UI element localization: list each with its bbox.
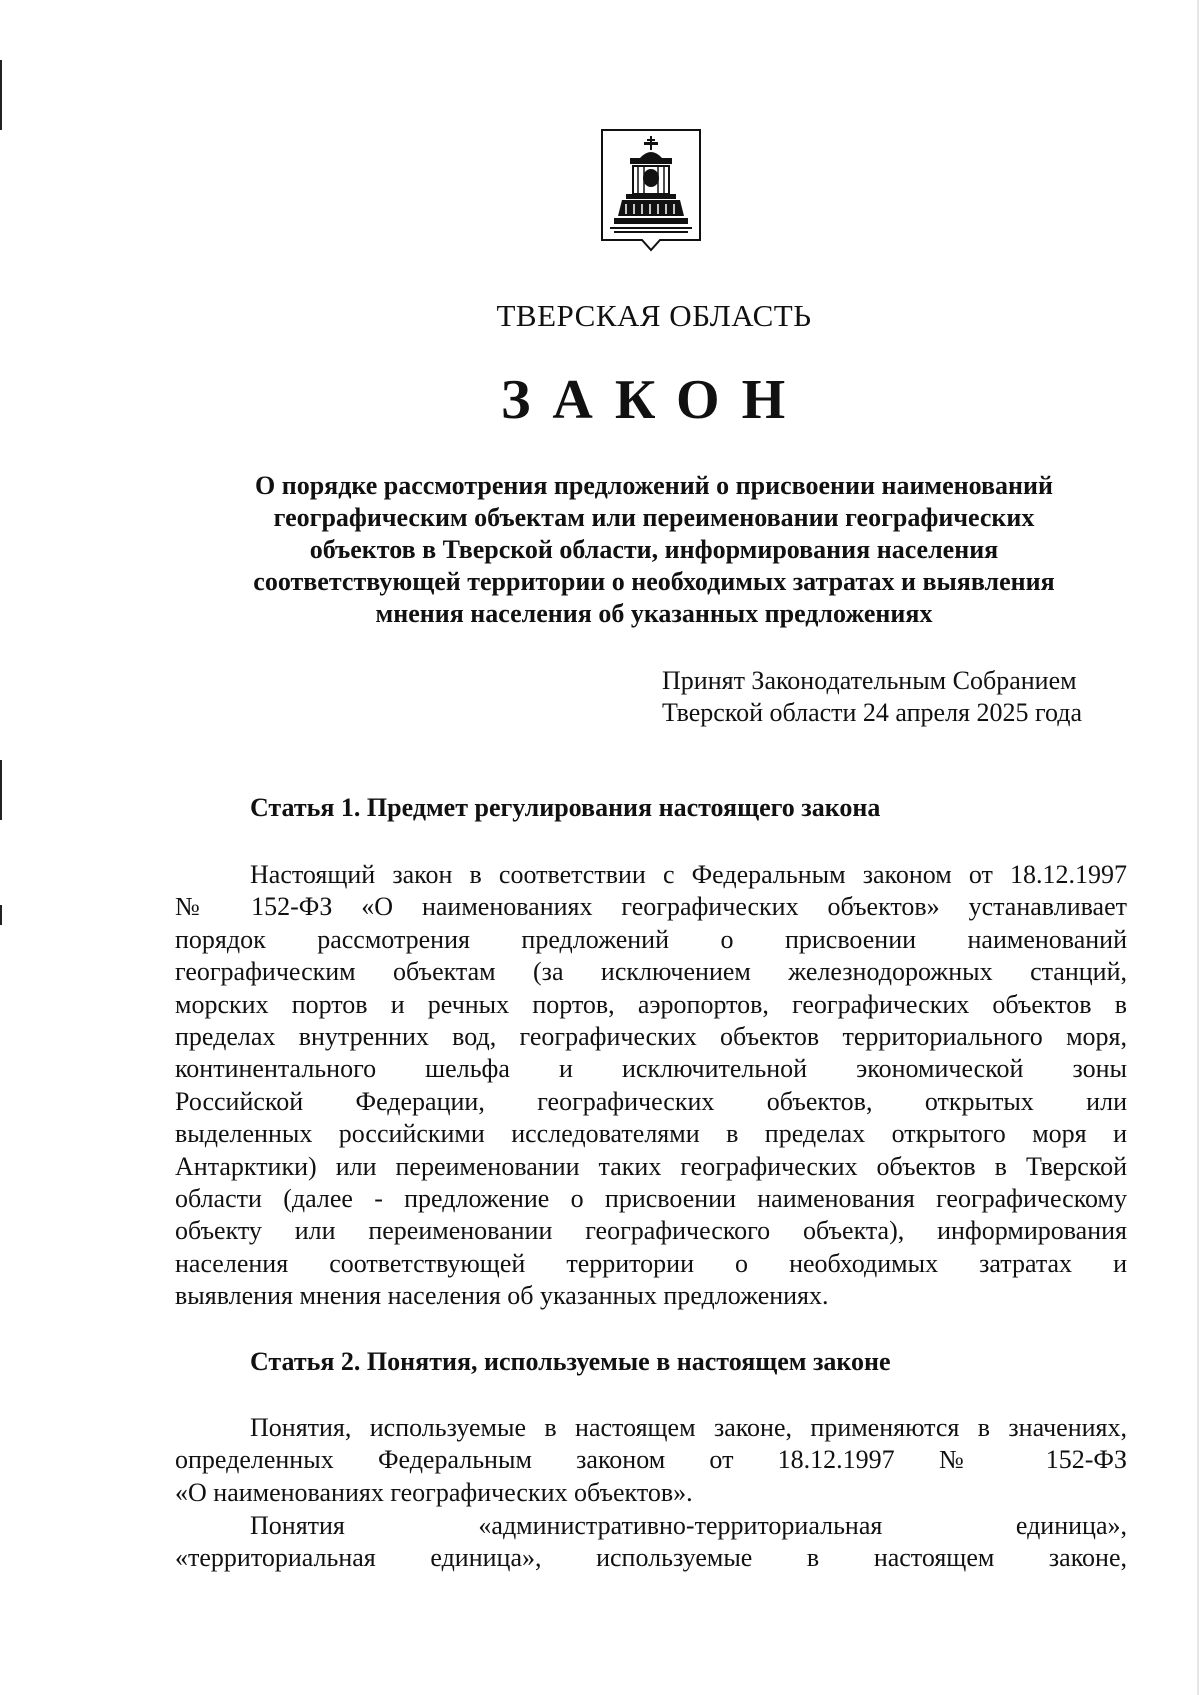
paragraph-line: области (далее - предложение о присвоении наименования географическому: [175, 1183, 1127, 1213]
scan-edge-mark: [0, 60, 2, 130]
document-type-title: ЗАКОН: [500, 369, 808, 431]
paragraph-line: континентального шельфа и исключительной экономической зоны: [175, 1054, 1127, 1084]
adoption-line: Тверской области 24 апреля 2025 года: [662, 698, 1083, 727]
paragraph-line: Понятия «административно-территориальная единица»,: [250, 1511, 1127, 1540]
paragraph-line: Российской Федерации, географических объектов, открытых или: [175, 1086, 1127, 1116]
article-2-paragraph-1: [175, 1412, 1127, 1509]
law-subject: [200, 470, 1108, 630]
paragraph-line: № 152-ФЗ «О наименованиях географических объектов» устанавливает: [175, 892, 1127, 922]
subject-line: соответствующей территории о необходимых затратах и выявления: [253, 567, 1055, 596]
paragraph-line: выявления мнения населения об указанных предложениях.: [175, 1281, 829, 1311]
article-2-paragraph-2: [175, 1510, 1127, 1575]
article-1-heading: Статья 1. Предмет регулирования настоящего закона: [250, 793, 881, 822]
paragraph-line: «территориальная единица», используемые в настоящем законе,: [175, 1543, 1127, 1573]
subject-line: географическим объектам или переименовании географических: [273, 503, 1035, 532]
article-1-paragraph: [175, 859, 1127, 1312]
scan-edge-mark: [0, 760, 2, 820]
subject-line: мнения населения об указанных предложениях: [375, 599, 933, 628]
paragraph-line: определенных Федеральным законом от 18.12.1997 № 152-ФЗ: [175, 1445, 1127, 1475]
paragraph-line: Антарктики) или переименовании таких географических объектов в Тверской: [175, 1151, 1127, 1181]
scan-edge-mark: [0, 905, 2, 925]
paragraph-line: объекту или переименовании географического объекта), информирования: [175, 1216, 1127, 1246]
paragraph-line: порядок рассмотрения предложений о присвоении наименований: [175, 924, 1127, 954]
paragraph-line: выделенных российскими исследователями в пределах открытого моря и: [175, 1119, 1127, 1149]
article-2-heading: Статья 2. Понятия, используемые в настоящем законе: [250, 1347, 891, 1376]
paragraph-line: Настоящий закон в соответствии с Федеральным законом от 18.12.1997: [250, 860, 1127, 889]
scan-edge-mark: [1197, 0, 1199, 1695]
adoption-line: Принят Законодательным Собранием: [662, 666, 1077, 695]
paragraph-line: Понятия, используемые в настоящем законе, применяются в значениях,: [250, 1413, 1127, 1442]
paragraph-line: пределах внутренних вод, географических объектов территориального моря,: [175, 1021, 1127, 1051]
tver-coat-of-arms-icon: [600, 128, 702, 262]
subject-line: объектов в Тверской области, информирования населения: [309, 535, 999, 564]
subject-line: О порядке рассмотрения предложений о присвоении наименований: [255, 471, 1053, 500]
paragraph-line: географическим объектам (за исключением железнодорожных станций,: [175, 957, 1127, 987]
paragraph-line: населения соответствующей территории о необходимых затратах и: [175, 1248, 1127, 1278]
paragraph-line: морских портов и речных портов, аэропортов, географических объектов в: [175, 989, 1127, 1019]
adoption-note: [662, 665, 1127, 729]
paragraph-line: «О наименованиях географических объектов».: [175, 1477, 693, 1507]
region-name: ТВЕРСКАЯ ОБЛАСТЬ: [496, 298, 812, 333]
